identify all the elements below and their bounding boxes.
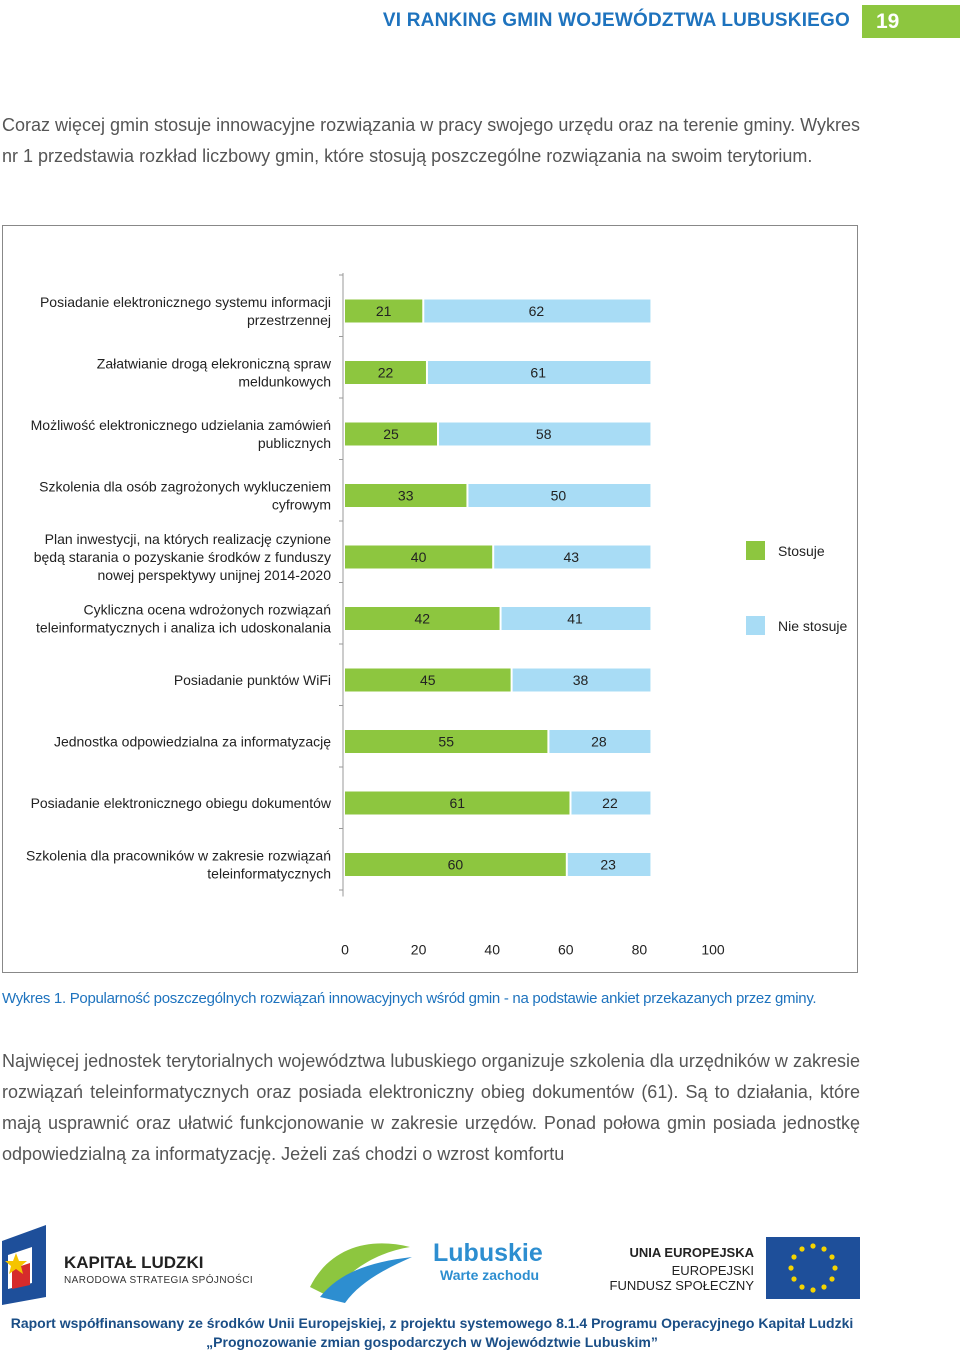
data-label-nie-stosuje: 23 bbox=[600, 856, 616, 873]
kapital-ludzki-subtitle: NARODOWA STRATEGIA SPÓJNOŚCI bbox=[64, 1275, 254, 1286]
legend-label-stosuje: Stosuje bbox=[778, 543, 825, 559]
x-tick-label: 0 bbox=[341, 941, 349, 958]
page-number: 19 bbox=[862, 5, 960, 38]
data-label-stosuje: 45 bbox=[420, 672, 436, 688]
category-label: będą starania o pozyskanie środków z funduszy bbox=[33, 549, 331, 565]
data-label-nie-stosuje: 28 bbox=[591, 733, 607, 750]
chart-frame bbox=[2, 225, 858, 973]
x-tick-label: 60 bbox=[558, 941, 574, 958]
category-label: Załatwianie drogą elekroniczną spraw bbox=[96, 355, 331, 372]
figure-caption: Wykres 1. Popularność poszczególnych rozwiązań innowacyjnych wśród gmin - na podstawie ankiet przekazanych przez gminy. bbox=[2, 990, 817, 1007]
category-label: Posiadanie elektronicznego obiegu dokumentów bbox=[30, 795, 331, 811]
data-label-stosuje: 25 bbox=[383, 426, 399, 442]
data-label-nie-stosuje: 43 bbox=[563, 549, 580, 565]
category-label: Jednostka odpowiedzialna za informatyzację bbox=[53, 733, 331, 750]
kapital-ludzki-title: KAPITAŁ LUDZKI bbox=[64, 1253, 204, 1272]
category-label: Plan inwestycji, na których realizację czynione bbox=[44, 531, 331, 547]
data-label-stosuje: 40 bbox=[410, 549, 427, 565]
legend-swatch-nie-stosuje bbox=[746, 616, 765, 635]
ue-subtitle-2: FUNDUSZ SPOŁECZNY bbox=[609, 1278, 754, 1293]
running-header-title: VI RANKING GMIN WOJEWÓDZTWA LUBUSKIEGO bbox=[382, 10, 850, 31]
category-label: Cykliczna ocena wdrożonych rozwiązań bbox=[83, 601, 331, 618]
data-label-stosuje: 33 bbox=[397, 487, 414, 504]
data-label-stosuje: 55 bbox=[438, 733, 454, 750]
lubuskie-logo-icon bbox=[300, 1227, 420, 1305]
ue-subtitle-1: EUROPEJSKI bbox=[671, 1263, 754, 1278]
x-tick-label: 100 bbox=[701, 941, 725, 958]
ue-title: UNIA EUROPEJSKA bbox=[629, 1245, 754, 1260]
category-label: teleinformatycznych bbox=[207, 865, 331, 882]
eu-flag-icon bbox=[766, 1237, 860, 1299]
x-tick-label: 80 bbox=[631, 941, 648, 958]
footer-logos bbox=[0, 1225, 960, 1305]
lubuskie-title: Lubuskie bbox=[433, 1239, 543, 1267]
data-label-stosuje: 61 bbox=[449, 795, 466, 811]
body-paragraph: Najwięcej jednostek terytorialnych województwa lubuskiego organizuje szkolenia dla urzędników w zakresie rozwiązań teleinformatycznych oraz posiada elektroniczny obieg dokumentów (61). Są to działania, które mają usprawnić oraz ułatwić funkcjonowanie w zakresie urzędów. Ponad połowa gmin posiada jednostkę odpowiedzialną za informatyzację. Jeżeli zaś chodzi o wzrost komfortu bbox=[2, 1051, 860, 1164]
data-label-nie-stosuje: 22 bbox=[602, 795, 618, 811]
intro-paragraph: Coraz więcej gmin stosuje innowacyjne rozwiązania w pracy swojego urzędu oraz na terenie gminy. Wykres nr 1 przedstawia rozkład liczbowy gmin, które stosują poszczególne rozwiązania na swoim terytorium. bbox=[2, 115, 860, 166]
data-label-stosuje: 60 bbox=[447, 856, 464, 873]
data-label-nie-stosuje: 41 bbox=[567, 610, 583, 627]
category-label: teleinformatycznych i analiza ich udoskonalania bbox=[36, 619, 331, 636]
category-label: Możliwość elektronicznego udzielania zamówień bbox=[30, 417, 331, 433]
footer-project-name: „Prognozowanie zmian gospodarczych w Województwie Lubuskim” bbox=[206, 1334, 658, 1350]
category-label: nowej perspektywy unijnej 2014-2020 bbox=[97, 567, 331, 583]
data-label-nie-stosuje: 38 bbox=[572, 672, 589, 688]
data-label-nie-stosuje: 50 bbox=[550, 487, 567, 504]
lubuskie-slogan: Warte zachodu bbox=[440, 1267, 540, 1283]
category-label: Posiadanie punktów WiFi bbox=[173, 672, 331, 688]
category-label: Posiadanie elektronicznego systemu informacji bbox=[39, 294, 331, 310]
data-label-nie-stosuje: 58 bbox=[535, 426, 552, 442]
data-label-stosuje: 42 bbox=[414, 610, 431, 627]
x-tick-label: 20 bbox=[410, 941, 427, 958]
data-label-nie-stosuje: 62 bbox=[528, 303, 545, 319]
stacked-bar-chart bbox=[3, 226, 857, 972]
kapital-ludzki-logo-icon bbox=[2, 1225, 60, 1305]
category-label: przestrzennej bbox=[246, 312, 331, 328]
footer-funding-note: Raport współfinansowany ze środków Unii Europejskiej, z projektu systemowego 8.1.4 Programu Operacyjnego Kapitał Ludzki bbox=[10, 1315, 854, 1331]
x-tick-label: 40 bbox=[484, 941, 500, 958]
category-label: cyfrowym bbox=[271, 496, 331, 513]
category-label: publicznych bbox=[257, 435, 331, 451]
legend-label-nie-stosuje: Nie stosuje bbox=[778, 618, 848, 634]
data-label-stosuje: 21 bbox=[375, 303, 392, 319]
legend-swatch-stosuje bbox=[746, 541, 765, 560]
data-label-stosuje: 22 bbox=[377, 364, 394, 381]
category-label: Szkolenia dla pracowników w zakresie rozwiązań bbox=[25, 847, 331, 864]
category-label: Szkolenia dla osób zagrożonych wykluczeniem bbox=[39, 478, 331, 495]
data-label-nie-stosuje: 61 bbox=[530, 364, 546, 381]
category-label: meldunkowych bbox=[238, 373, 331, 390]
